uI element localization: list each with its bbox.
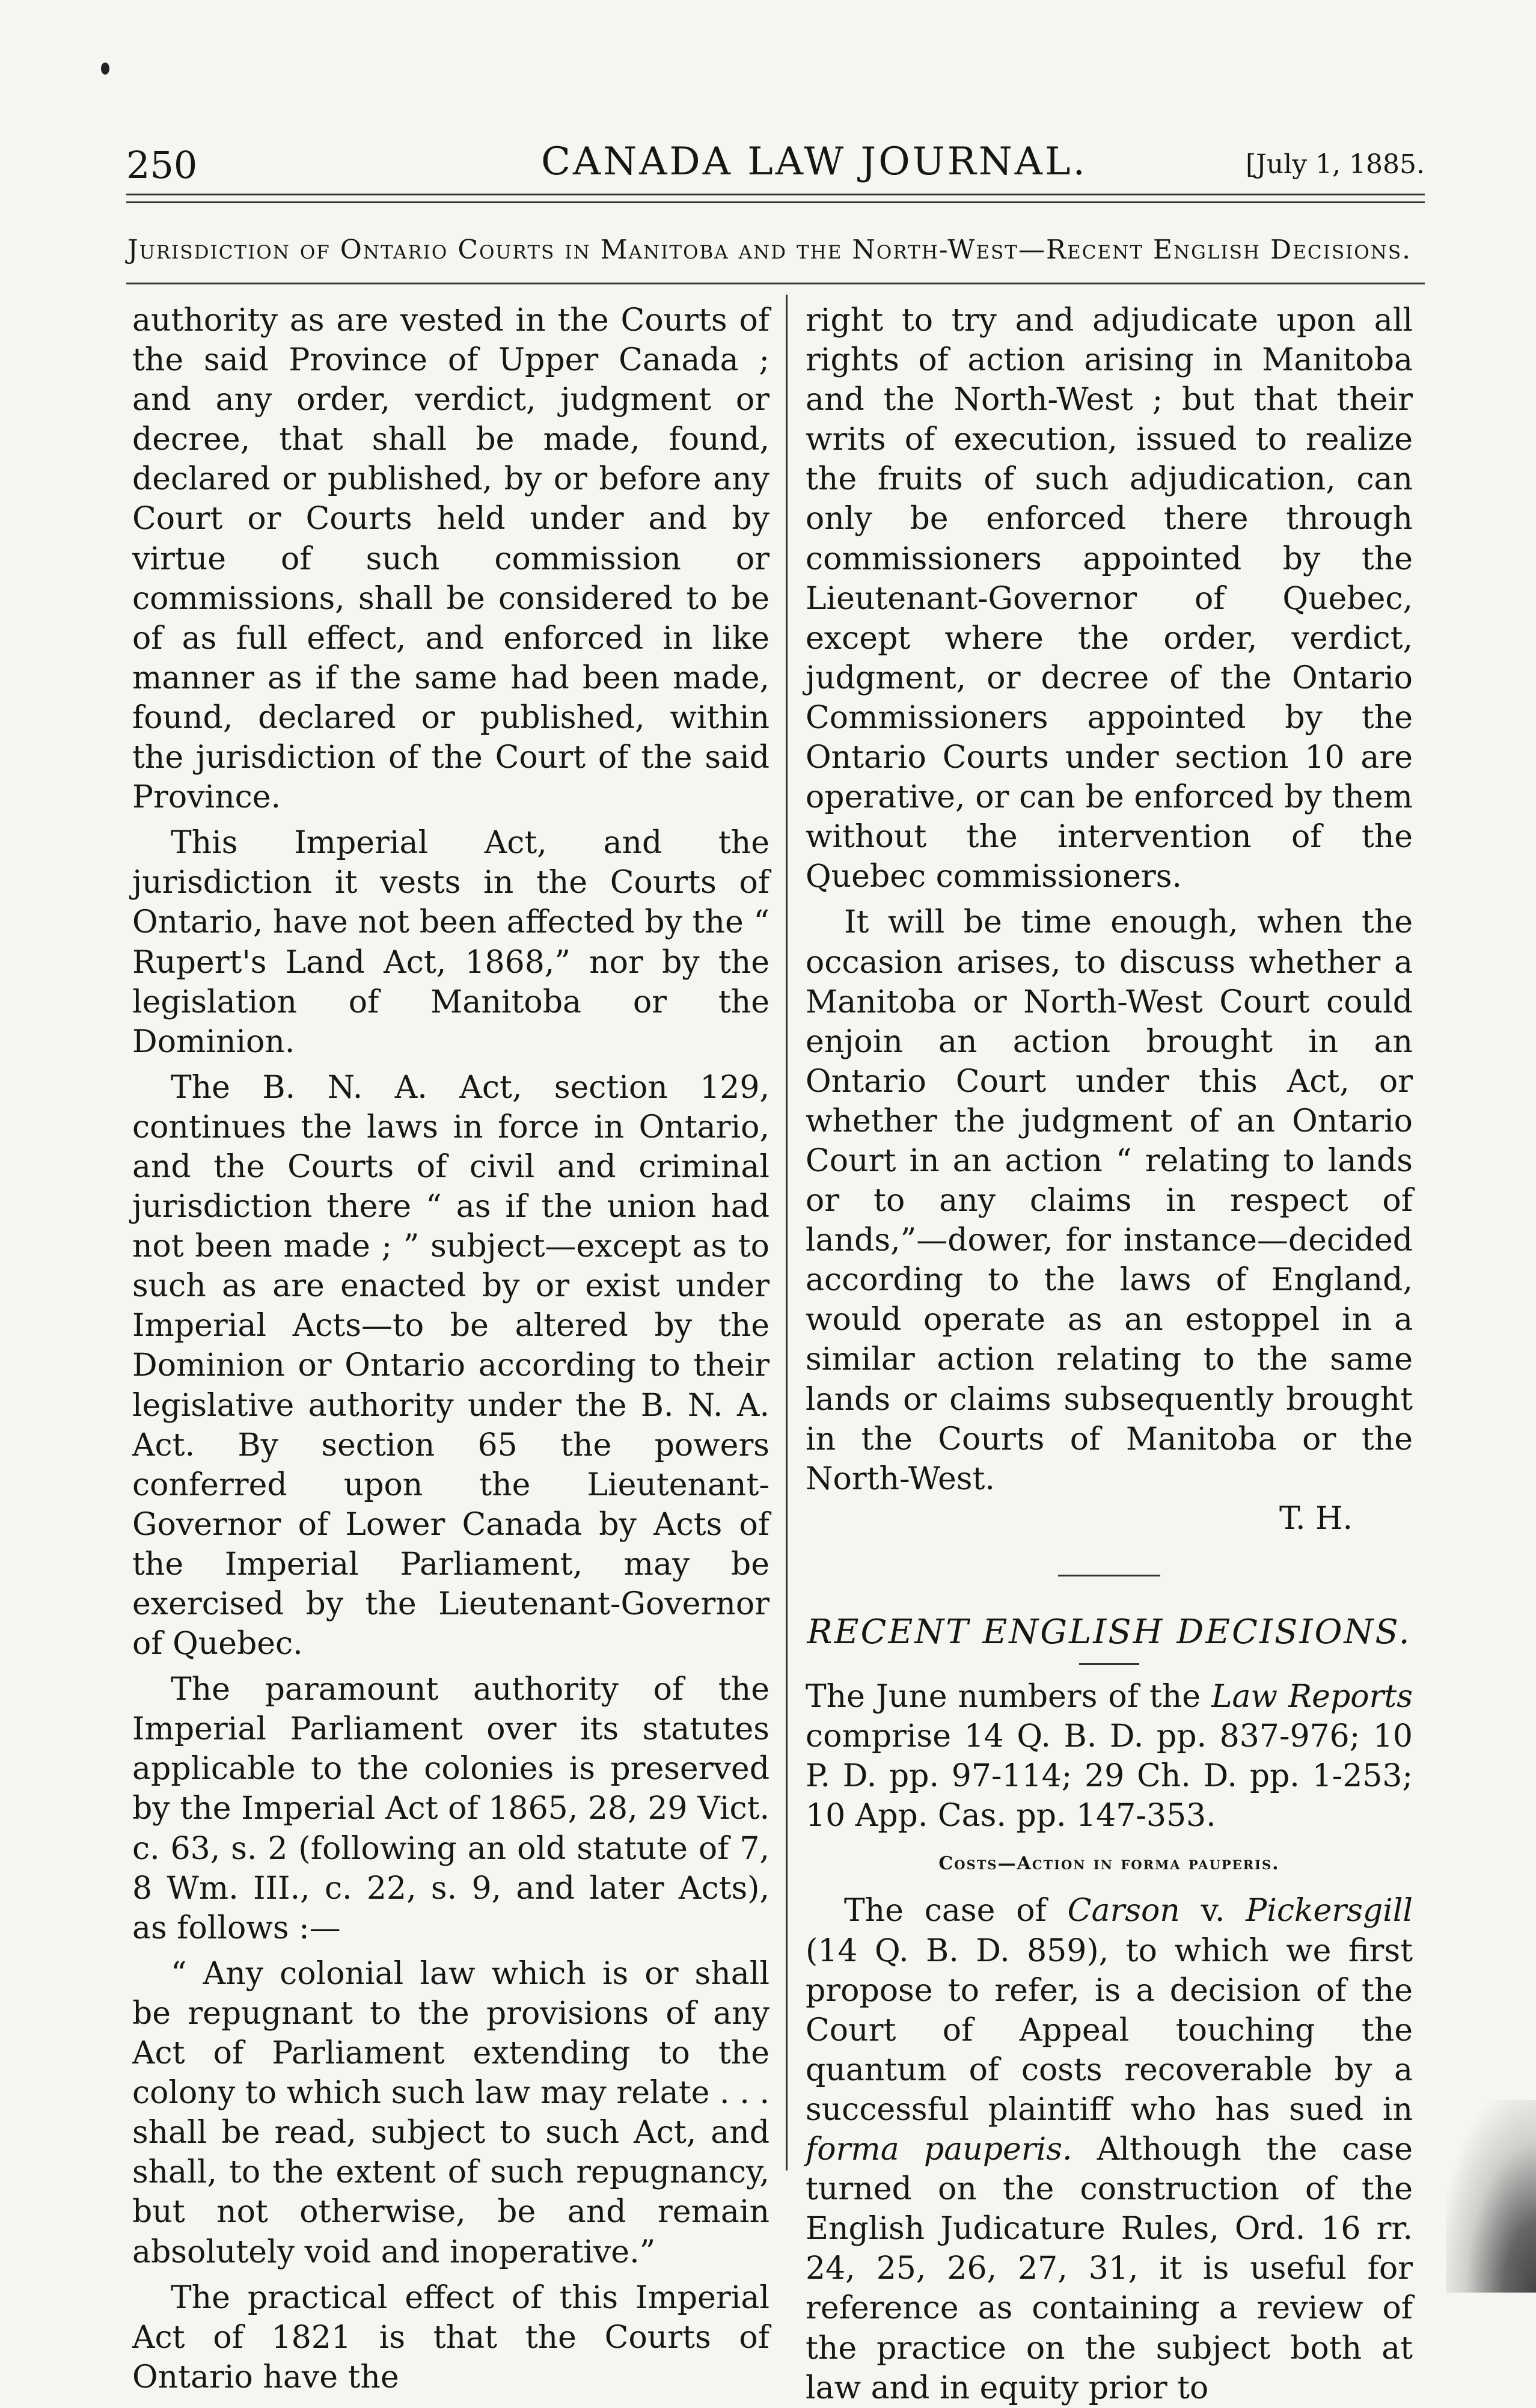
paragraph: This Imperial Act, and the jurisdiction it vests in the Courts of Ontario, have not been affected by the “ Rupert's Land Act, 1868,” nor by the legislation of Manitoba or the Dominion. — [132, 825, 770, 1060]
running-title-rule — [126, 283, 1425, 284]
header-double-rule — [126, 194, 1425, 203]
issue-date: [July 1, 1885. — [1246, 149, 1425, 180]
latin-phrase: forma pauperis. — [806, 2131, 1072, 2168]
text-run: The case of — [844, 1893, 1068, 1929]
subheading: Costs—Action in forma pauperis. — [938, 1853, 1280, 1875]
text-run: The June numbers of the — [806, 1679, 1212, 1715]
heading-rule — [1079, 1663, 1139, 1665]
left-column — [132, 301, 770, 2397]
text-run: comprise 14 Q. B. D. pp. 837-976; 10 P. D. pp. 97-114; 29 Ch. D. pp. 1-253; 10 App. Cas. pp. 147-353. — [806, 1718, 1413, 1834]
page-number: 250 — [126, 143, 198, 187]
text-run: v. — [1180, 1893, 1246, 1929]
right-column — [806, 301, 1413, 2408]
scan-edge-smudge — [1446, 2100, 1536, 2293]
paragraph: The practical effect of this Imperial Act of 1821 is that the Courts of Ontario have the — [132, 2279, 770, 2395]
paragraph: authority as are vested in the Courts of the said Province of Upper Canada ; and any order, verdict, judgment or decree, that shall be made, found, declared or published, by or before any Court or Courts held under and by virtue of such commission or commissions, shall be considered to be of as full effect, and enforced in like manner as if the same had been made, found, declared or published, within the jurisdiction of the Court of the said Province. — [132, 302, 770, 816]
paragraph: The paramount authority of the Imperial Parliament over its statutes applicable to the colonies is preserved by the Imperial Act of 1865, 28, 29 Vict. c. 63, s. 2 (following an old statute of 7, 8 Wm. III., c. 22, s. 9, and later Acts), as follows :— — [132, 1671, 770, 1946]
paragraph: The B. N. A. Act, section 129, continues the laws in force in Ontario, and the Courts of civil and criminal jurisdiction there “ as if the union had not been made ; ” subject—except as to such as are enacted by or exist under Imperial Acts—to be altered by the Dominion or Ontario according to their legislative authority under the B. N. A. Act. By section 65 the powers conferred upon the Lieutenant-Governor of Lower Canada by Acts of the Imperial Parliament, may be exercised by the Lieutenant-Governor of Quebec. — [132, 1069, 770, 1662]
stray-ink-mark — [101, 63, 109, 75]
column-divider — [786, 295, 788, 2171]
case-party: Pickersgill — [1246, 1893, 1413, 1929]
quoted-statute: “ Any colonial law which is or shall be repugnant to the provisions of any Act of Parliament extending to the colony to which such law may relate . . . shall be read, subject to such Act, and shall, to the extent of such repugnancy, but not otherwise, be and remain absolutely void and inoperative.” — [132, 1955, 770, 2270]
running-title: Jurisdiction of Ontario Courts in Manitoba and the North-West—Recent English Decisions. — [127, 234, 1412, 265]
law-reports-title: Law Reports — [1211, 1679, 1413, 1715]
paragraph: right to try and adjudicate upon all rights of action arising in Manitoba and the North-West ; but that their writs of execution, issued to realize the fruits of such adjudication, can only be enforced there through commissioners appointed by the Lieutenant-Governor of Quebec, except where the order, verdict, judgment, or decree of the Ontario Commissioners appointed by the Ontario Courts under section 10 are operative, or can be enforced by them without the intervention of the Quebec commissioners. — [806, 302, 1413, 895]
case-party: Carson — [1067, 1893, 1180, 1929]
paragraph: It will be time enough, when the occasion arises, to discuss whether a Manitoba or North-West Court could enjoin an action brought in an Ontario Court under this Act, or whether the judgment of an Ontario Court in an action “ relating to lands or to any claims in respect of lands,”—dower, for instance—decided according to the laws of England, would operate as an estoppel in a similar action relating to the same lands or claims subsequently brought in the Courts of Manitoba or the North-West. — [806, 904, 1413, 1497]
journal-title: CANADA LAW JOURNAL. — [541, 139, 1088, 184]
text-run: (14 Q. B. D. 859), to which we first propose to refer, is a decision of the Court of Appeal touching the quantum of costs recoverable by a successful plaintiff who has sued in — [806, 1932, 1413, 2128]
section-heading: RECENT ENGLISH DECISIONS. — [807, 1612, 1412, 1652]
reports-paragraph — [806, 1677, 1413, 1836]
text-run: Although the case turned on the construction of the English Judicature Rules, Ord. 16 rr. 24, 25, 26, 27, 31, it is useful for reference as containing a review of the practice on the subject both at law and in equity prior to — [806, 2131, 1413, 2406]
page-header — [126, 139, 1425, 197]
author-signature: T. H. — [1279, 1500, 1353, 1537]
section-separator — [1058, 1575, 1160, 1576]
case-paragraph — [806, 1891, 1413, 2407]
